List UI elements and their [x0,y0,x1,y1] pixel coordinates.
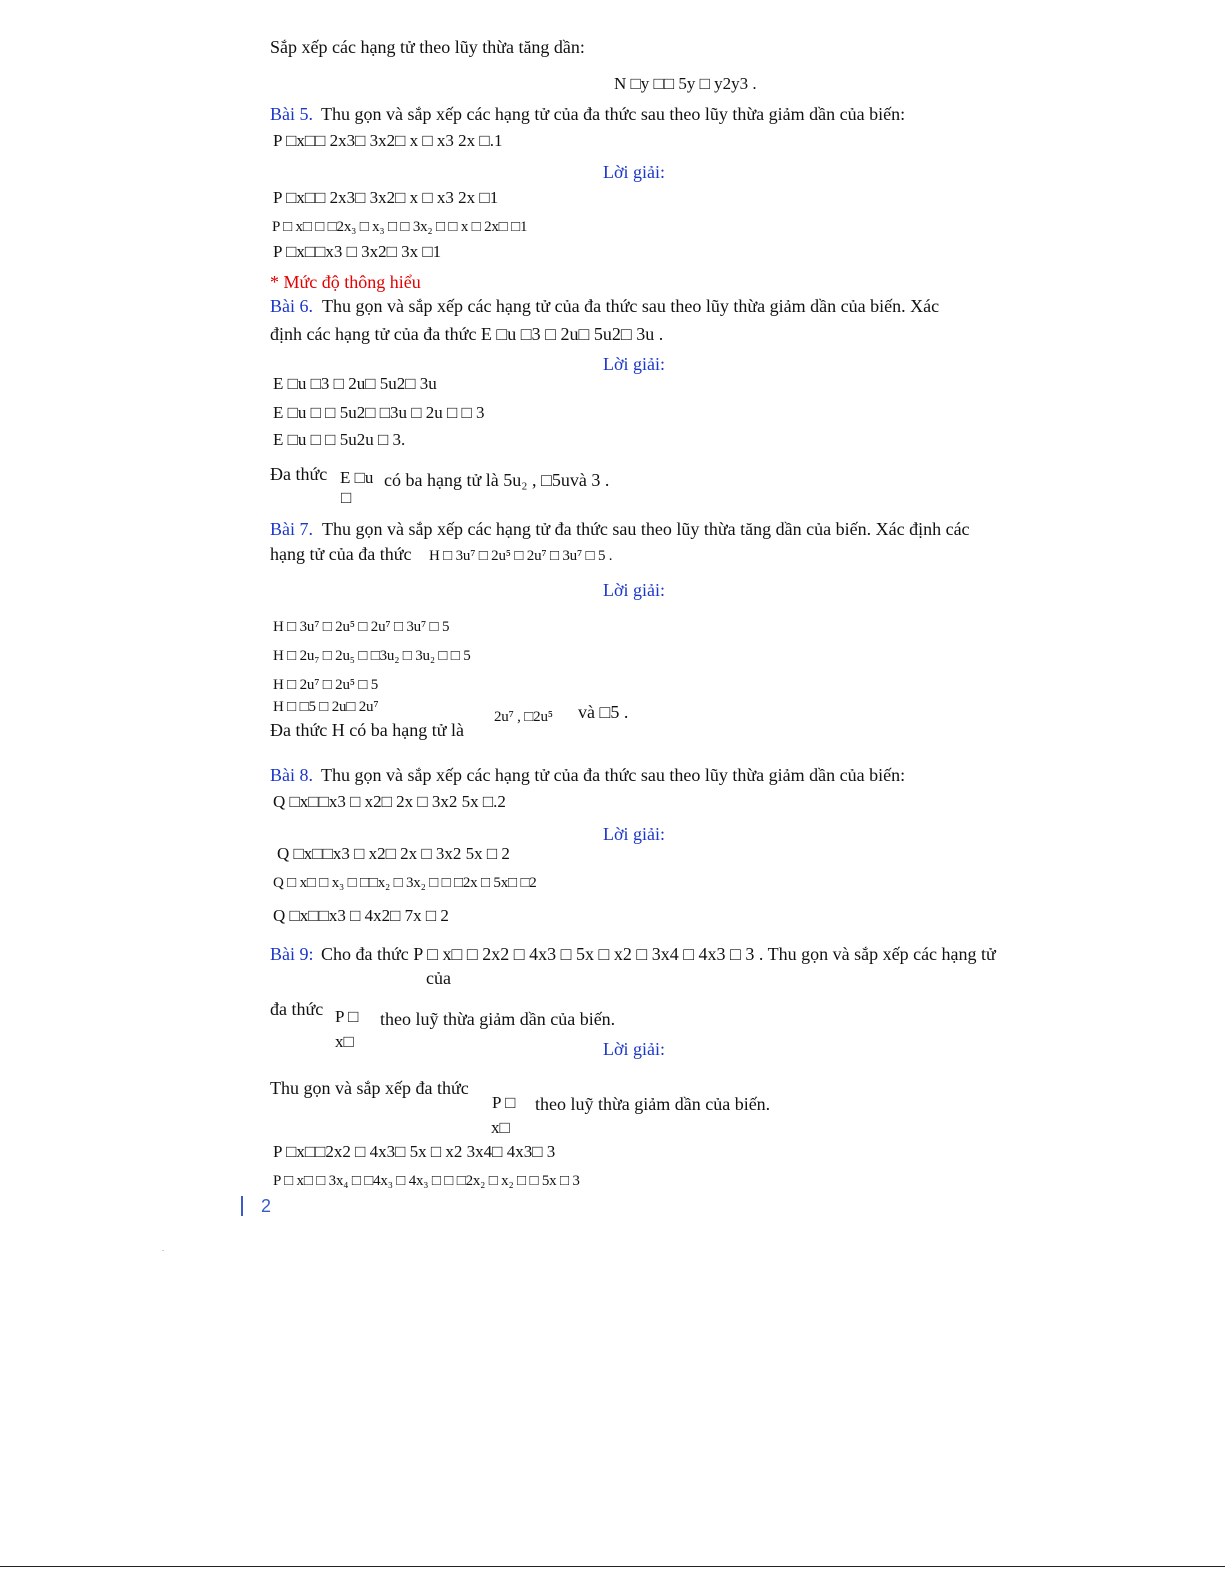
solution-8-step-3: Q □x□□x3 □ 4x2□ 7x □ 2 [273,906,449,925]
page-speck [162,1250,164,1251]
solution-7-step-3: H □ 2u⁷ □ 2u⁵ □ 5 [273,677,379,693]
exercise-7-formula: H □ 3u⁷ □ 2u⁵ □ 2u⁷ □ 3u⁷ □ 5 . [429,548,613,564]
exercise-9-label: Bài 9: [270,944,314,964]
conclusion-6-symbol: E □u [340,468,374,487]
page-number: 2 [261,1196,272,1216]
solution-9-label: Lời giải: [603,1039,666,1059]
exercise-6-text: Thu gọn và sắp xếp các hạng tử của đa thức sau theo lũy thừa giảm dần của biến. Xác [322,296,940,316]
exercise-9-subsymbol: x□ [335,1032,354,1051]
exercise-7-text: Thu gọn và sắp xếp các hạng tử đa thức sau theo lũy thừa tăng dần của biến. Xác định các [322,519,970,539]
conclusion-6-subsymbol: □ [341,488,352,507]
exercise-9-symbol: P □ [335,1007,359,1026]
formula-n: N □y □□ 5y □ y2y3 . [614,74,757,93]
solution-7-label: Lời giải: [603,580,666,600]
level-heading: * Mức độ thông hiểu [270,272,421,292]
solution-6-label: Lời giải: [603,354,666,374]
intro-text: Sắp xếp các hạng tử theo lũy thừa tăng dần: [270,37,585,57]
conclusion-7-last: và □5 . [578,702,629,722]
exercise-9-cua: của [426,968,451,988]
exercise-6-text-2: định các hạng tử của đa thức E □u □3 □ 2u□ 5u2□ 3u . [270,324,664,344]
exercise-9-prefix: đa thức [270,999,324,1019]
exercise-6-label: Bài 6. [270,296,313,316]
solution-7-step-1: H □ 3u⁷ □ 2u⁵ □ 2u⁷ □ 3u⁷ □ 5 [273,619,450,635]
exercise-9-text: Cho đa thức P □ x□ □ 2x2 □ 4x3 □ 5x □ x2 □ 3x4 □ 4x3 □ 3 . Thu gọn và sắp xếp các hạng tử [321,944,996,964]
conclusion-7-prefix: Đa thức H có ba hạng tử là [270,720,464,740]
solution-8-label: Lời giải: [603,824,666,844]
exercise-7-label: Bài 7. [270,519,313,539]
exercise-5-text: Thu gọn và sắp xếp các hạng tử của đa thức sau theo lũy thừa giảm dần của biến: [321,104,906,124]
solution-8-step-2: Q □ x□ □ x₃ □ □□x₂ □ 3x₂ □ □ □2x □ 5x□ □2 [273,875,537,891]
page-number-bar [241,1196,243,1216]
solution-5-step-2: P □ x□ □ □2x₃ □ x₃ □ □ 3x₂ □ □ x □ 2x□ □1 [272,219,528,235]
exercise-5-label: Bài 5. [270,104,313,124]
solution-8-step-1: Q □x□□x3 □ x2□ 2x □ 3x2 5x □ 2 [277,844,510,863]
conclusion-6-text: có ba hạng tử là 5u₂ , □5uvà 3 . [384,470,610,490]
exercise-8-label: Bài 8. [270,765,313,785]
conclusion-6-prefix: Đa thức [270,464,328,484]
exercise-7-text-2: hạng tử của đa thức [270,544,412,564]
solution-9-symbol: P □ [492,1093,516,1112]
solution-6-step-2: E □u □ □ 5u2□ □3u □ 2u □ □ 3 [273,403,485,422]
exercise-9-suffix: theo luỹ thừa giảm dần của biến. [380,1009,616,1029]
solution-9-intro-suffix: theo luỹ thừa giảm dần của biến. [535,1094,771,1114]
solution-5-label: Lời giải: [603,162,666,182]
solution-6-step-1: E □u □3 □ 2u□ 5u2□ 3u [273,374,437,393]
exercise-8-formula: Q □x□□x3 □ x2□ 2x □ 3x2 5x □.2 [273,792,506,811]
exercise-8-text: Thu gọn và sắp xếp các hạng tử của đa thức sau theo lũy thừa giảm dần của biến: [321,765,906,785]
exercise-5-formula: P □x□□ 2x3□ 3x2□ x □ x3 2x □.1 [273,131,503,150]
solution-9-step-1: P □x□□2x2 □ 4x3□ 5x □ x2 3x4□ 4x3□ 3 [273,1142,556,1161]
solution-6-step-3: E □u □ □ 5u2u □ 3. [273,430,406,449]
page-bottom-border [0,1566,1225,1567]
solution-9-intro: Thu gọn và sắp xếp đa thức [270,1078,469,1098]
solution-7-step-2: H □ 2u₇ □ 2u₅ □ □3u₂ □ 3u₂ □ □ 5 [273,648,471,664]
solution-5-step-1: P □x□□ 2x3□ 3x2□ x □ x3 2x □1 [273,188,499,207]
solution-9-step-2: P □ x□ □ 3x₄ □ □4x₃ □ 4x₃ □ □ □2x₂ □ x₂ □ □ 5x □ 3 [273,1173,580,1189]
solution-5-step-3: P □x□□x3 □ 3x2□ 3x □1 [273,242,442,261]
solution-9-subsymbol: x□ [491,1118,510,1137]
solution-7-step-4: H □ □5 □ 2u□ 2u⁷ [273,699,379,715]
conclusion-7-terms: 2u⁷ , □2u⁵ [494,709,553,725]
